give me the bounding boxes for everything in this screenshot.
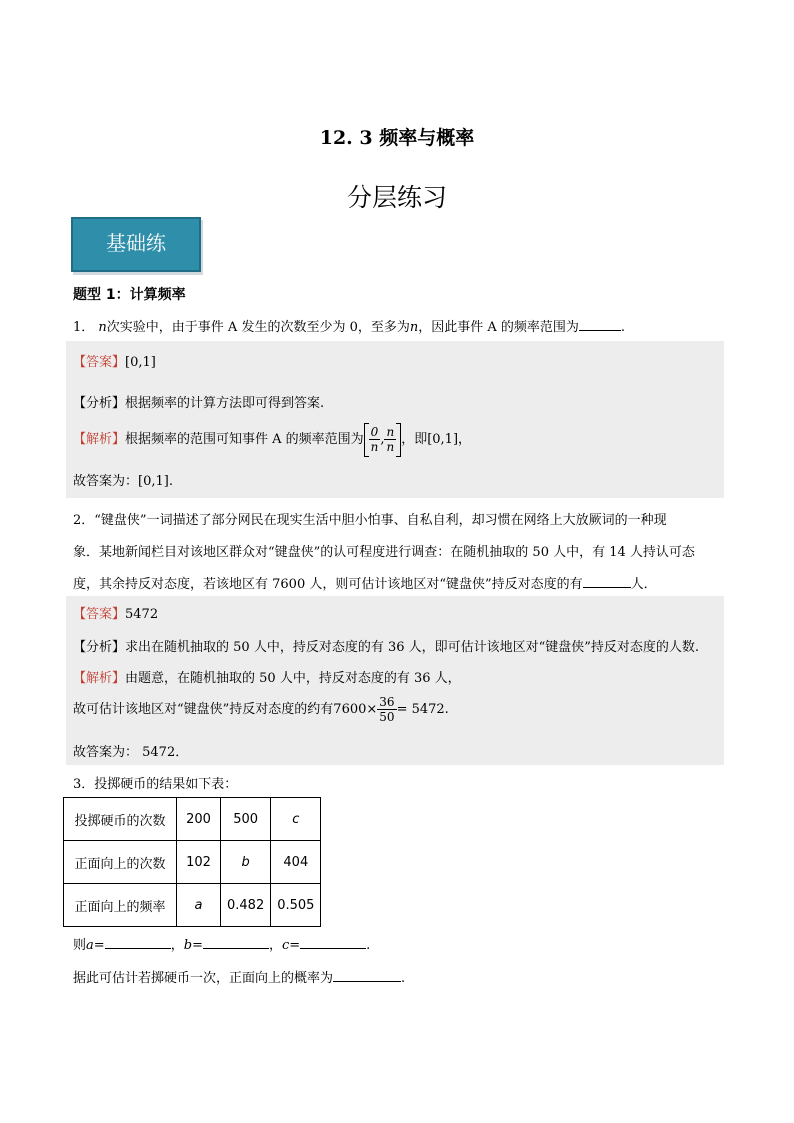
answer-blank[interactable]: [333, 967, 401, 982]
variable-n: n: [409, 320, 419, 335]
separator: ，: [268, 938, 282, 953]
numerator: 36: [379, 695, 395, 709]
table-row: [64, 841, 321, 884]
fraction: [377, 695, 396, 724]
answer-line: [73, 603, 158, 622]
question-text: “键盘侠”一词描述了部分网民在现实生活中胆小怕事、自私自利，却习惯在网络上大放厥词的一种现: [94, 513, 667, 528]
row-header: 投掷硬币的次数: [64, 798, 177, 841]
row-header: 正面向上的频率: [64, 884, 177, 927]
fraction: [384, 425, 396, 454]
table-cell: 500: [221, 798, 271, 841]
coin-toss-table: [63, 797, 321, 927]
answer-blank-a[interactable]: [105, 934, 171, 949]
question-text: 度，其余持反对态度，若该地区有 7600 人，则可估计该地区对“键盘侠”持反对态度的有: [73, 577, 583, 592]
variable-a: a: [86, 938, 94, 953]
table-cell: 404: [271, 841, 321, 884]
variable-b: b: [183, 938, 193, 953]
analysis-line: [73, 392, 324, 411]
answer-blank-c[interactable]: [300, 934, 366, 949]
table-cell: 0.482: [221, 884, 271, 927]
analysis-tag: 【分析】: [73, 640, 126, 655]
question-text: 则: [73, 938, 87, 953]
table-cell: 0.505: [271, 884, 321, 927]
period: .: [444, 702, 449, 717]
answer-value: 5472: [125, 607, 159, 622]
solution-tag: 【解析】: [73, 432, 126, 447]
row-header: 正面向上的次数: [64, 841, 177, 884]
answer-value: [0,1]: [125, 355, 156, 370]
period: .: [401, 971, 406, 986]
question-number: 1．: [73, 320, 95, 335]
solution-calc-line: [73, 692, 449, 728]
calc-text: 7600×: [333, 702, 378, 717]
answer-line: [73, 351, 156, 370]
table-cell: 102: [177, 841, 221, 884]
table-cell: c: [271, 798, 321, 841]
period: .: [366, 938, 371, 953]
analysis-tag: 【分析】: [73, 396, 126, 411]
page-subtitle: 分层练习: [346, 183, 447, 212]
denominator: n: [370, 440, 379, 454]
period: .: [620, 320, 626, 335]
fraction: [369, 425, 381, 454]
answer-blank[interactable]: [579, 316, 621, 331]
separator: ，: [170, 938, 184, 953]
answer-tag: 【答案】: [73, 355, 126, 370]
conclusion-line: [73, 470, 173, 489]
answer-blank[interactable]: [583, 573, 631, 588]
equals: =: [93, 938, 105, 953]
probability-line: [73, 967, 405, 986]
period: .: [168, 474, 173, 489]
analysis-text: 求出在随机抽取的 50 人中，持反对态度的有 36 人，即可估计该地区对“键盘侠”持反对态度的人数.: [125, 640, 700, 655]
table-cell: b: [221, 841, 271, 884]
question-text: ，因此事件 A 的频率范围为: [418, 320, 579, 335]
solution-text: 故可估计该地区对“键盘侠”持反对态度的约有: [73, 702, 334, 717]
analysis-text: 根据频率的计算方法即可得到答案.: [125, 396, 325, 411]
equals: =: [289, 938, 301, 953]
question-3: [73, 773, 237, 792]
section-badge: [71, 217, 201, 272]
question-1: [73, 316, 625, 335]
denominator: n: [386, 440, 395, 454]
table-cell: 200: [177, 798, 221, 841]
solution-text: 由题意，在随机抽取的 50 人中，持反对态度的有 36 人，: [125, 671, 461, 686]
page-title: 12. 3 频率与概率: [319, 127, 475, 149]
question-2-line-2: 象．某地新闻栏目对该地区群众对“键盘侠”的认可程度进行调查：在随机抽取的 50 人中，有 14 人持认可态: [73, 545, 695, 560]
equals: =: [192, 938, 203, 953]
table-row: [64, 798, 321, 841]
conclusion-text: 故答案为：: [73, 474, 139, 489]
comma: ，: [458, 432, 472, 447]
question-text: 据此可估计若掷硬币一次，正面向上的概率为: [73, 971, 334, 986]
conclusion-value: [0,1]: [138, 474, 169, 489]
question-text: 次实验中，由于事件 A 发生的次数至少为 0，至多为: [106, 320, 410, 335]
question-number: 3．: [73, 777, 95, 792]
solution-tag: 【解析】: [73, 671, 126, 686]
solution-text: 根据频率的范围可知事件 A 的频率范围为: [125, 432, 364, 447]
numerator: n: [386, 425, 395, 439]
table-row: [64, 884, 321, 927]
solution-value: [0,1]: [427, 432, 459, 447]
conclusion-line: 故答案为： 5472．: [73, 745, 189, 760]
solution-text: ，即: [401, 432, 428, 447]
numerator: 0: [370, 425, 379, 439]
question-2-line-1: [73, 509, 667, 528]
question-number: 2．: [73, 513, 95, 528]
question-text: 人．: [630, 577, 657, 592]
solution-line: 【解析】根据频率的范围可知事件 A 的频率范围为 $\frac{0}{n}$ , $\frac{n}{n}$ ，即[0,1]，: [73, 422, 471, 458]
question-2-line-3: [73, 573, 657, 592]
fill-blanks-line: [73, 934, 370, 953]
section-heading: 题型 1：计算频率: [73, 287, 186, 303]
solution-line: [73, 667, 461, 686]
badge-label: 基础练: [106, 231, 166, 255]
variable-n: n: [98, 320, 107, 335]
denominator: 50: [379, 710, 395, 724]
question-text: 投掷硬币的结果如下表：: [94, 777, 238, 792]
analysis-line: [73, 636, 699, 655]
variable-c: c: [281, 938, 290, 953]
answer-blank-b[interactable]: [203, 934, 269, 949]
answer-tag: 【答案】: [73, 607, 126, 622]
calc-text: = 5472: [396, 702, 445, 717]
table-cell: a: [177, 884, 221, 927]
